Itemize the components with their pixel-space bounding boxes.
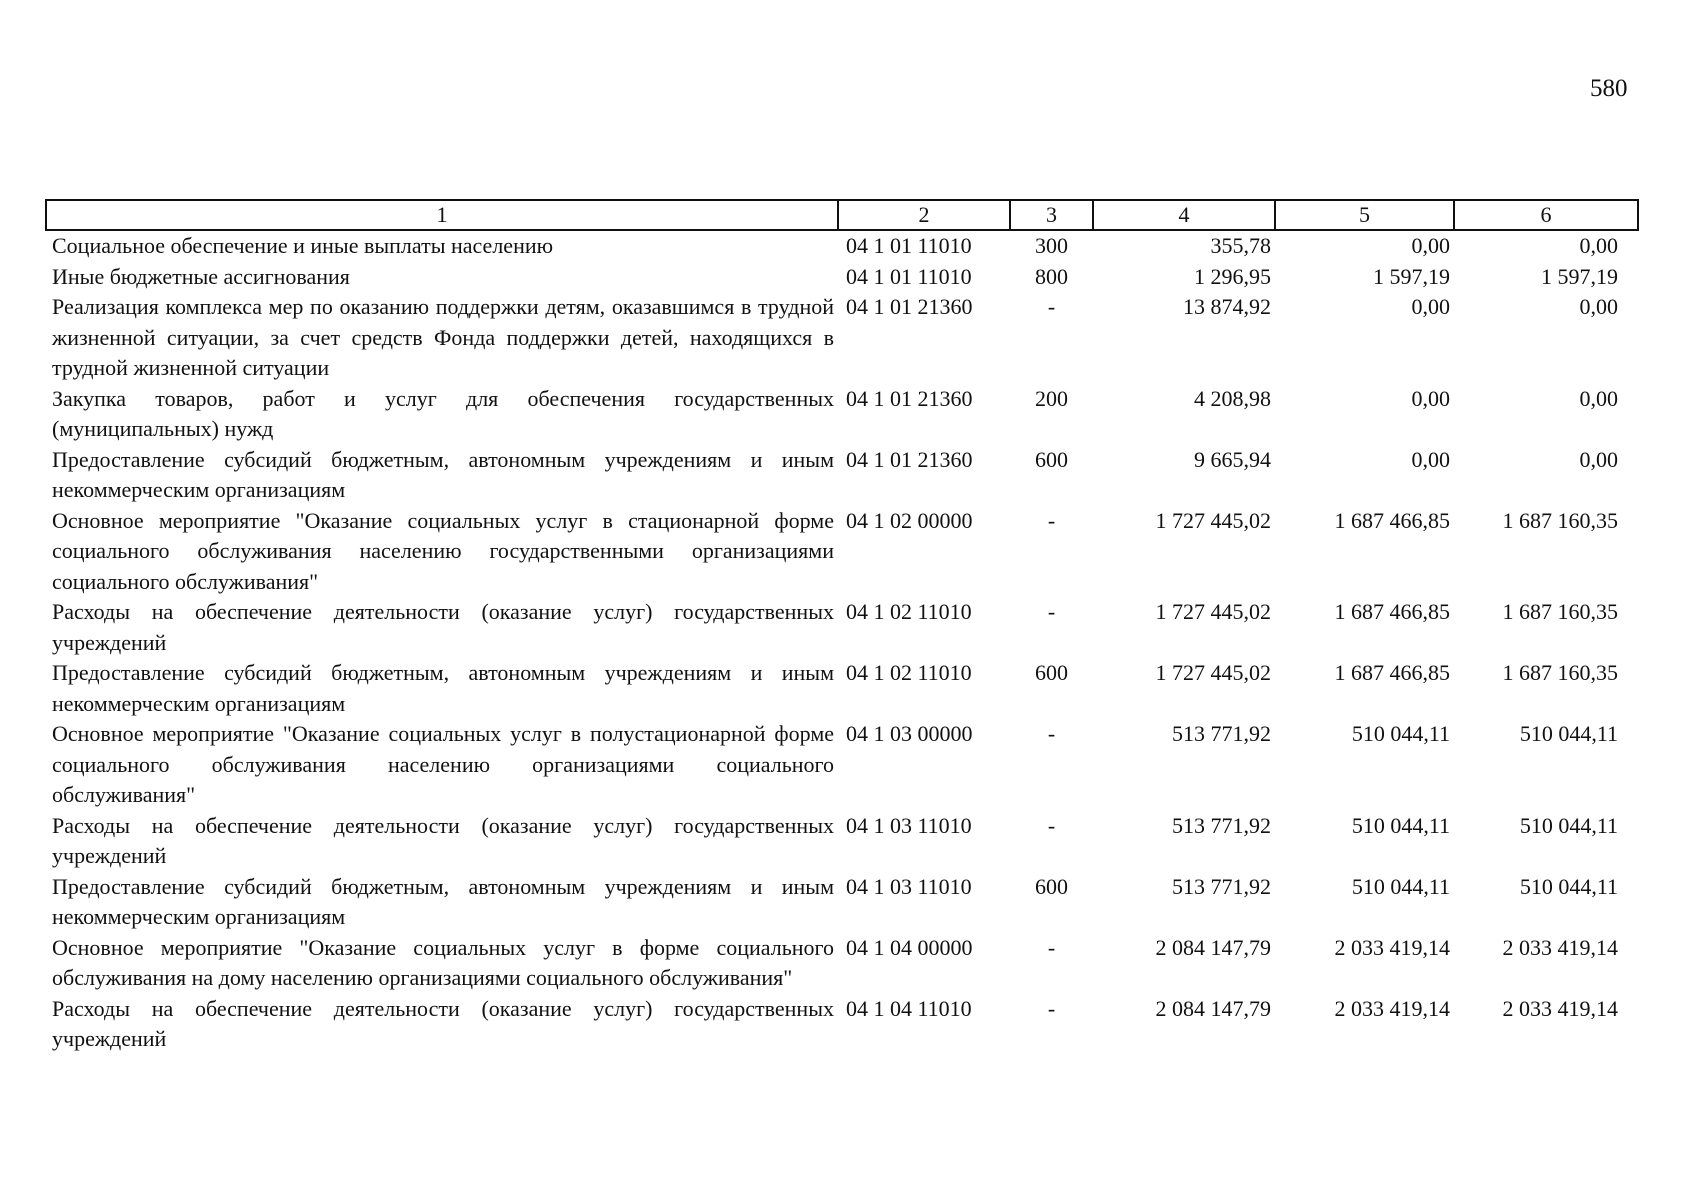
value-column-5: 1 597,19: [1373, 263, 1450, 289]
expense-type-code: 200: [1035, 385, 1068, 411]
value-column-6: 1 597,19: [1541, 263, 1618, 289]
row-name: Социальное обеспечение и иные выплаты населению: [52, 233, 554, 258]
value-column-6: 0,00: [1579, 233, 1618, 258]
row-name: Реализация комплекса мер по оказанию поддержки детям, оказавшимся в трудной жизненной ситуации, за счет средств Фонда поддержки детей, находящихся в трудной жизненной ситуации: [52, 294, 834, 380]
target-article-code: 04 1 04 11010: [846, 995, 972, 1021]
value-column-4: 513 771,92: [1172, 873, 1271, 899]
row-name: Расходы на обеспечение деятельности (оказание услуг) государственных учреждений: [52, 995, 834, 1051]
target-article-code: 04 1 01 21360: [846, 385, 973, 411]
value-column-6: 510 044,11: [1519, 721, 1618, 746]
table-row: [46, 597, 1638, 658]
column-header: 5: [1275, 200, 1454, 230]
value-column-4: 2 084 147,79: [1155, 995, 1271, 1021]
expense-type-code: -: [1047, 599, 1056, 624]
value-column-4: 355,78: [1210, 233, 1271, 258]
table-body: [46, 230, 1638, 1055]
value-column-4: 1 727 445,02: [1155, 599, 1271, 624]
budget-table: [45, 199, 1639, 1055]
expense-type-code: 600: [1035, 446, 1068, 472]
expense-type-code: -: [1047, 934, 1056, 960]
value-column-6: 2 033 419,14: [1502, 995, 1618, 1021]
row-name: Расходы на обеспечение деятельности (оказание услуг) государственных учреждений: [52, 812, 834, 868]
target-article-code: 04 1 01 21360: [846, 294, 973, 319]
value-column-6: 2 033 419,14: [1502, 934, 1618, 960]
value-column-4: 9 665,94: [1194, 446, 1271, 472]
value-column-5: 510 044,11: [1351, 812, 1450, 838]
row-name: Предоставление субсидий бюджетным, автономным учреждениям и иным некоммерческим организациям: [52, 873, 834, 929]
expense-type-code: -: [1047, 507, 1056, 533]
table-row: [46, 933, 1638, 994]
row-name: Иные бюджетные ассигнования: [52, 263, 350, 289]
value-column-4: 513 771,92: [1172, 721, 1271, 746]
page-number: 580: [1590, 75, 1628, 102]
value-column-6: 1 687 160,35: [1502, 599, 1618, 624]
value-column-5: 2 033 419,14: [1334, 934, 1450, 960]
column-header: 3: [1010, 200, 1093, 230]
target-article-code: 04 1 04 00000: [846, 934, 973, 960]
row-name: Закупка товаров, работ и услуг для обеспечения государственных (муниципальных) нужд: [52, 385, 834, 441]
column-header: 4: [1093, 200, 1275, 230]
target-article-code: 04 1 03 11010: [846, 812, 972, 838]
row-name: Расходы на обеспечение деятельности (оказание услуг) государственных учреждений: [52, 599, 834, 655]
target-article-code: 04 1 01 11010: [846, 233, 972, 258]
value-column-4: 1 296,95: [1194, 263, 1271, 289]
value-column-5: 1 687 466,85: [1334, 660, 1450, 685]
target-article-code: 04 1 02 00000: [846, 507, 973, 533]
table-row: [46, 872, 1638, 933]
row-name: Основное мероприятие "Оказание социальных услуг в форме социального обслуживания на дому населению организациями социального обслуживания": [52, 934, 834, 990]
value-column-4: 4 208,98: [1194, 385, 1271, 411]
column-header: 6: [1454, 200, 1638, 230]
expense-type-code: 600: [1035, 660, 1068, 685]
value-column-5: 2 033 419,14: [1334, 995, 1450, 1021]
table-row: [46, 994, 1638, 1055]
table-row: [46, 719, 1638, 811]
value-column-5: 0,00: [1411, 233, 1450, 258]
expense-type-code: 300: [1035, 233, 1068, 258]
column-header: 2: [838, 200, 1010, 230]
row-name: Основное мероприятие "Оказание социальных услуг в полустационарной форме социального обслуживания населению организациями социального обслуживания": [52, 721, 834, 807]
value-column-6: 1 687 160,35: [1502, 507, 1618, 533]
expense-type-code: 600: [1035, 873, 1068, 899]
expense-type-code: -: [1047, 995, 1056, 1021]
value-column-4: 1 727 445,02: [1155, 507, 1271, 533]
value-column-6: 0,00: [1579, 294, 1618, 319]
value-column-5: 510 044,11: [1351, 873, 1450, 899]
table-row: [46, 811, 1638, 872]
value-column-6: 510 044,11: [1519, 812, 1618, 838]
target-article-code: 04 1 01 11010: [846, 263, 972, 289]
value-column-4: 513 771,92: [1172, 812, 1271, 838]
target-article-code: 04 1 01 21360: [846, 446, 973, 472]
expense-type-code: -: [1047, 812, 1056, 838]
value-column-6: 0,00: [1579, 446, 1618, 472]
value-column-4: 1 727 445,02: [1155, 660, 1271, 685]
target-article-code: 04 1 03 11010: [846, 873, 972, 899]
value-column-6: 1 687 160,35: [1502, 660, 1618, 685]
target-article-code: 04 1 02 11010: [846, 599, 972, 624]
value-column-4: 13 874,92: [1183, 294, 1271, 319]
table-header: [46, 200, 1638, 230]
expense-type-code: -: [1047, 721, 1056, 746]
row-name: Предоставление субсидий бюджетным, автономным учреждениям и иным некоммерческим организациям: [52, 446, 834, 502]
target-article-code: 04 1 02 11010: [846, 660, 972, 685]
value-column-5: 510 044,11: [1351, 721, 1450, 746]
value-column-4: 2 084 147,79: [1155, 934, 1271, 960]
row-name: Основное мероприятие "Оказание социальных услуг в стационарной форме социального обслуживания населению государственными организациями социального обслуживания": [52, 507, 834, 594]
column-header: 1: [46, 200, 838, 230]
value-column-5: 0,00: [1411, 385, 1450, 411]
value-column-5: 1 687 466,85: [1334, 507, 1450, 533]
table-row: [46, 292, 1638, 384]
value-column-5: 0,00: [1411, 446, 1450, 472]
table-row: [46, 445, 1638, 506]
row-name: Предоставление субсидий бюджетным, автономным учреждениям и иным некоммерческим организациям: [52, 660, 834, 716]
table-row: [46, 230, 1638, 262]
table-row: [46, 384, 1638, 445]
table-row: [46, 658, 1638, 719]
table-row: [46, 262, 1638, 293]
value-column-6: 510 044,11: [1519, 873, 1618, 899]
value-column-5: 1 687 466,85: [1334, 599, 1450, 624]
value-column-6: 0,00: [1579, 385, 1618, 411]
target-article-code: 04 1 03 00000: [846, 721, 973, 746]
expense-type-code: 800: [1035, 263, 1068, 289]
table-row: [46, 506, 1638, 598]
header-row: [46, 200, 1638, 230]
expense-type-code: -: [1047, 294, 1056, 319]
value-column-5: 0,00: [1411, 294, 1450, 319]
